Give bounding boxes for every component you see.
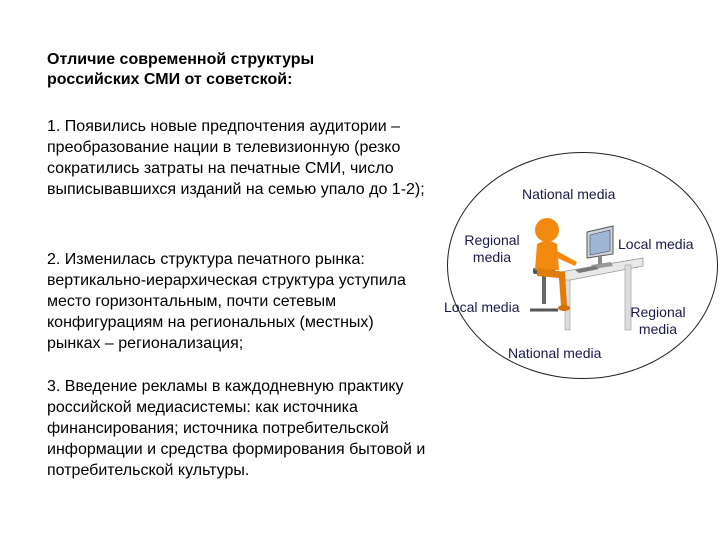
label-regional-media-left: Regional media [464, 232, 520, 265]
label-local-media-left: Local media [444, 299, 520, 315]
point-2: 2. Изменилась структура печатного рынка: вертикально-иерархическая структура уступила место горизонтальным, почти сетевым конфигурациям на региональных (местных) рынках – регионализация; [47, 251, 406, 352]
point-1: 1. Появились новые предпочтения аудитории – преобразование нации в телевизионную (резко сократились затраты на печатные СМИ, число выписывавшихся изданий на семью упало до 1-2); [47, 118, 425, 198]
slide-title: Отличие современной структуры российских СМИ от советской: [47, 51, 315, 88]
label-national-media-top: National media [522, 186, 616, 202]
person-head [535, 218, 559, 242]
label-national-media-bottom: National media [508, 345, 602, 361]
point-3: 3. Введение рекламы в каждодневную практику российской медиасистемы: как источника финансирования; источника потребительской информации и средства формирования бытовой и потребительской культуры. [47, 378, 426, 479]
label-regional-media-right: Regional media [630, 304, 686, 337]
label-local-media-right: Local media [618, 236, 694, 252]
